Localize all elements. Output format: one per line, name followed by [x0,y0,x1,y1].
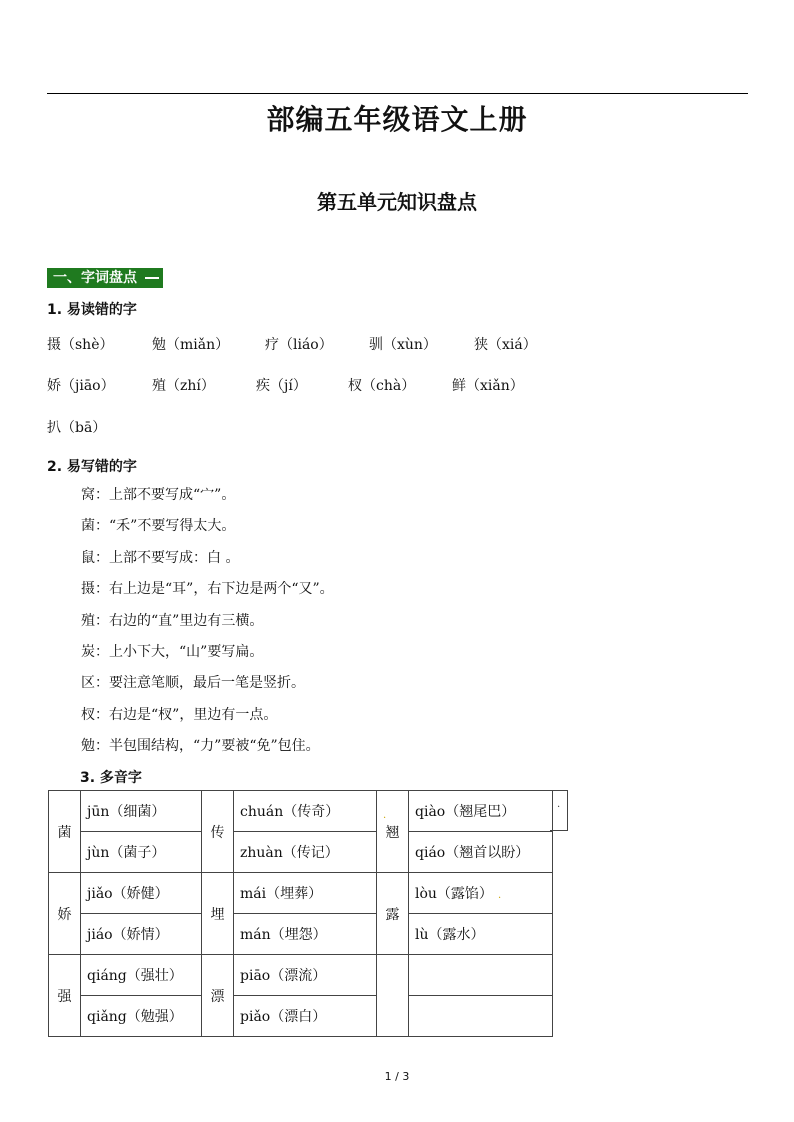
table-row [49,955,553,996]
table-row [49,832,553,873]
easy-write-item: 勉：半包围结构，“力”要被“免”包住。 [81,738,320,755]
polyphone-reading: zhuàn（传记） [234,832,377,873]
easy-write-list [81,485,334,768]
easy-read-item: 疾（jí） [256,378,307,394]
polyphone-reading: mái（埋葬） [234,873,377,914]
easy-write-item: 菌：“禾”不要写得太大。 [81,518,236,535]
easy-write-item: 鼠：上部不要写成：白 。 [81,549,240,566]
polyphone-reading: lòu（露馅） [409,873,553,914]
easy-write-item: 窝：上部不要写成“宀”。 [81,487,236,503]
easy-read-item: 疗（liáo） [265,337,333,353]
table-side-box [550,790,568,831]
empty-cell [409,955,553,996]
easy-read-item: 殖（zhí） [152,378,215,394]
polyphone-char: 露 [377,873,409,955]
polyphone-reading: piǎo（漂白） [234,996,377,1037]
polyphone-reading: lù（露水） [409,914,553,955]
heading-dash [145,277,159,279]
empty-cell [409,996,553,1037]
polyphone-reading: jiǎo（娇健） [81,873,202,914]
polyphone-reading: chuán（传奇） [234,791,377,832]
table-row [49,996,553,1037]
easy-write-item: 炭：上小下大，“山”要写扁。 [81,643,264,660]
table-row [49,873,553,914]
polyphone-table [48,790,553,1037]
polyphone-reading: jùn（菌子） [81,832,202,873]
polyphone-char: 强 [49,955,81,1037]
document-subtitle: 第五单元知识盘点 [317,190,477,214]
polyphone-char: 传 [202,791,234,873]
easy-write-heading: 2. 易写错的字 [47,459,137,475]
table-row [49,914,553,955]
polyphone-reading: mán（埋怨） [234,914,377,955]
easy-read-item: 杈（chà） [348,378,416,394]
polyphone-char: 菌 [49,791,81,873]
polyphone-reading: qiáng（强壮） [81,955,202,996]
polyphone-char: 娇 [49,873,81,955]
easy-write-item: 殖：右边的“直”里边有三横。 [81,612,264,629]
easy-read-item: 驯（xùn） [369,337,437,353]
easy-read-item: 娇（jiāo） [47,378,115,394]
easy-read-item: 狭（xiá） [474,337,537,353]
easy-read-item: 摄（shè） [47,337,114,353]
top-rule [47,93,748,94]
polyphone-reading: piāo（漂流） [234,955,377,996]
document-title: 部编五年级语文上册 [266,103,528,136]
section-heading-words [47,268,163,288]
polyphone-char: 翘 [377,791,409,873]
polyphone-reading: jūn（细菌） [81,791,202,832]
stray-mark: . [498,890,502,901]
polyphone-char: 漂 [202,955,234,1037]
easy-read-heading: 1. 易读错的字 [47,302,137,318]
easy-write-item: 区：要注意笔顺，最后一笔是竖折。 [81,675,305,692]
table-row [49,791,553,832]
easy-read-item: 勉（miǎn） [152,337,230,353]
section-heading-label: 一、字词盘点 [53,270,137,286]
polyphone-reading: qiào（翘尾巴） [409,791,553,832]
polyphone-char: 埋 [202,873,234,955]
stray-mark: . [557,799,561,810]
easy-read-item: 鲜（xiǎn） [452,378,524,394]
empty-cell [377,955,409,1037]
stray-mark: . [383,810,387,821]
polyphone-reading: qiáo（翘首以盼） [409,832,553,873]
easy-write-item: 摄：右上边是“耳”，右下边是两个“又”。 [81,581,334,598]
easy-write-item: 杈：右边是“杈”，里边有一点。 [81,706,278,723]
polyphone-heading: 3. 多音字 [80,770,142,786]
polyphone-reading: qiǎng（勉强） [81,996,202,1037]
page-number: 1 / 3 [384,1070,410,1083]
polyphone-reading: jiáo（娇情） [81,914,202,955]
easy-read-item: 扒（bā） [47,420,107,436]
